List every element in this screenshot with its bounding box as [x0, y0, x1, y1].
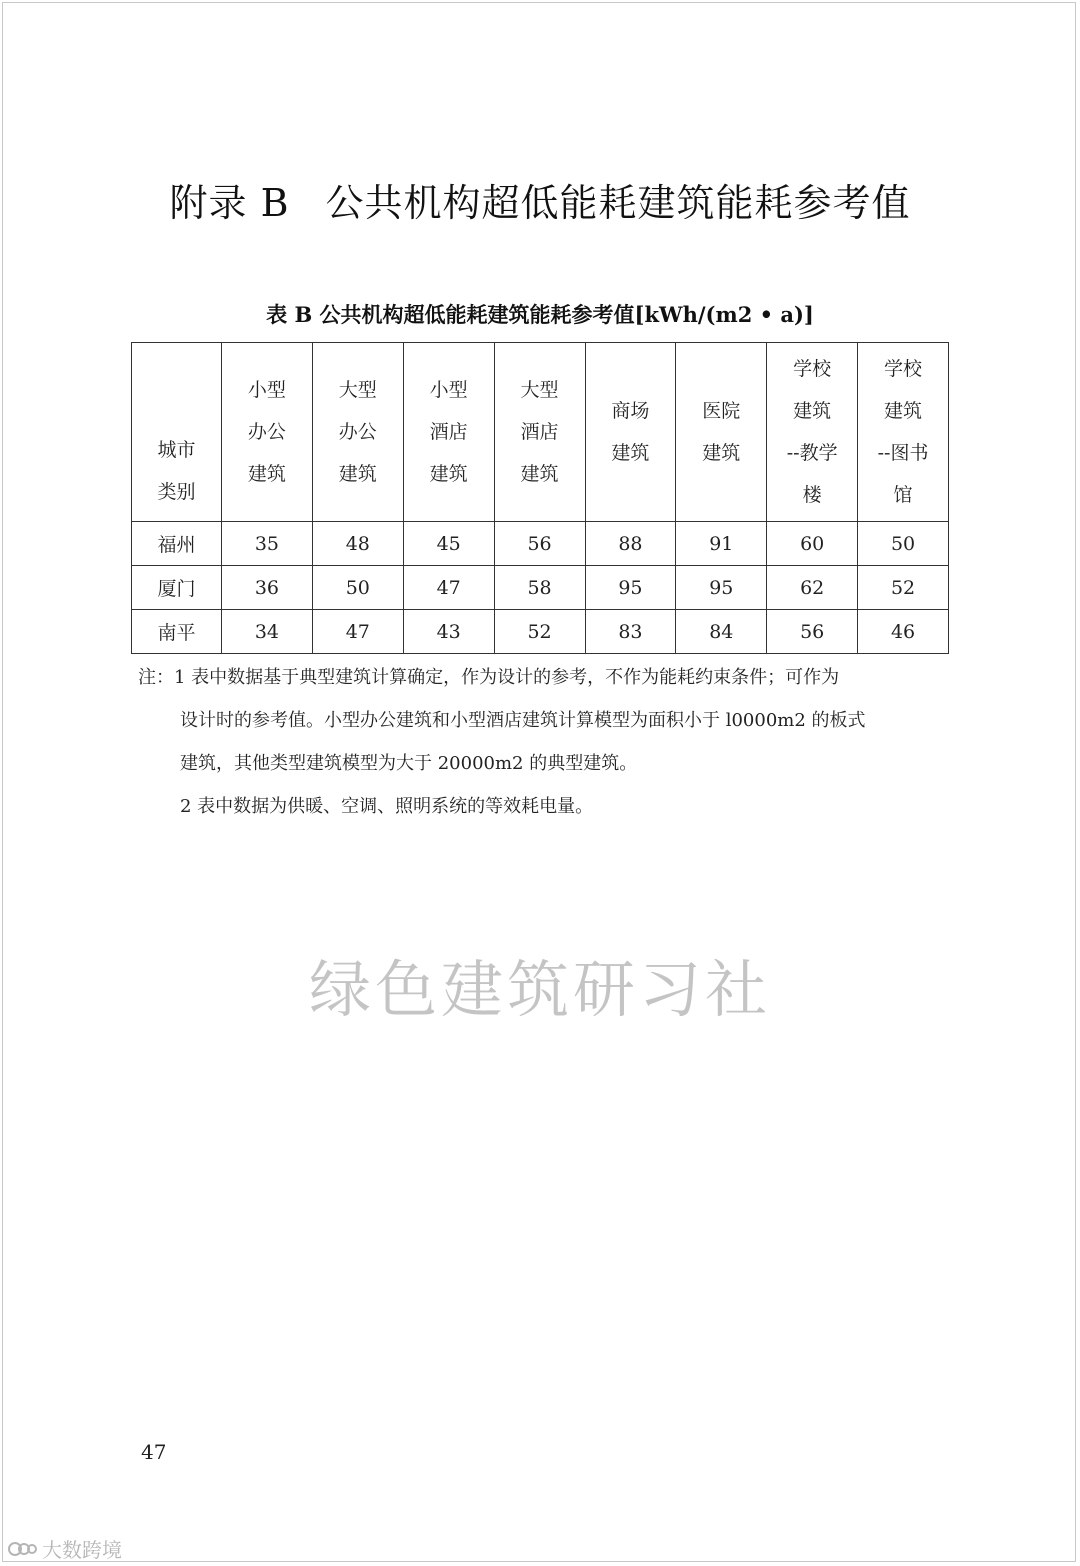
- value-cell: 58: [494, 566, 585, 610]
- city-cell: 南平: [132, 610, 222, 654]
- col-header-school-teaching: [767, 343, 858, 522]
- value-cell: 36: [222, 566, 313, 610]
- header-line: 办公: [338, 421, 377, 443]
- note-line-3: 建筑，其他类型建筑模型为大于 20000m2 的典型建筑。: [180, 753, 638, 774]
- header-line: 酒店: [429, 421, 468, 443]
- page-number: 47: [141, 1440, 167, 1464]
- table-caption: 表 B 公共机构超低能耗建筑能耗参考值[kWh/(m2 • a)]: [266, 302, 814, 327]
- value-cell: 43: [403, 610, 494, 654]
- table-row: [132, 566, 949, 610]
- header-line: 楼: [802, 484, 822, 506]
- col-header-school-library: [858, 343, 949, 522]
- header-line: 商场: [611, 400, 650, 422]
- value-cell: 45: [403, 522, 494, 566]
- value-cell: 50: [312, 566, 403, 610]
- city-cell: 厦门: [132, 566, 222, 610]
- value-cell: 35: [222, 522, 313, 566]
- col-header-small-office: [222, 343, 313, 522]
- header-line: 馆: [893, 484, 913, 506]
- value-cell: 88: [585, 522, 676, 566]
- col-header-large-hotel: [494, 343, 585, 522]
- value-cell: 62: [767, 566, 858, 610]
- header-line: 建筑: [520, 463, 559, 485]
- header-line: 学校: [793, 358, 832, 380]
- header-line: 建筑: [884, 400, 923, 422]
- value-cell: 95: [585, 566, 676, 610]
- energy-reference-table: [131, 342, 949, 654]
- value-cell: 52: [858, 566, 949, 610]
- note-line-2: 设计时的参考值。小型办公建筑和小型酒店建筑计算模型为面积小于 l0000m2 的板式: [180, 710, 866, 731]
- col-header-hospital: [676, 343, 767, 522]
- value-cell: 91: [676, 522, 767, 566]
- city-cell: 福州: [132, 522, 222, 566]
- header-line: 办公: [247, 421, 286, 443]
- header-line: --图书: [877, 442, 929, 464]
- header-line: 类别: [157, 481, 196, 503]
- value-cell: 47: [312, 610, 403, 654]
- note-line-1: 注：1 表中数据基于典型建筑计算确定，作为设计的参考，不作为能耗约束条件；可作为: [138, 667, 840, 688]
- col-header-mall: [585, 343, 676, 522]
- header-line: 建筑: [247, 463, 286, 485]
- value-cell: 52: [494, 610, 585, 654]
- value-cell: 83: [585, 610, 676, 654]
- header-line: 城市: [157, 439, 196, 461]
- col-header-small-hotel: [403, 343, 494, 522]
- header-line: 大型: [338, 379, 377, 401]
- value-cell: 47: [403, 566, 494, 610]
- value-cell: 95: [676, 566, 767, 610]
- header-line: 学校: [884, 358, 923, 380]
- header-line: 大型: [520, 379, 559, 401]
- header-line: 建筑: [702, 442, 741, 464]
- value-cell: 56: [767, 610, 858, 654]
- table-row: [132, 522, 949, 566]
- value-cell: 56: [494, 522, 585, 566]
- value-cell: 60: [767, 522, 858, 566]
- logo-mark-icon: [8, 1538, 38, 1560]
- header-line: 建筑: [611, 442, 650, 464]
- header-line: 小型: [429, 379, 468, 401]
- header-line: --教学: [786, 442, 838, 464]
- header-line: 建筑: [429, 463, 468, 485]
- header-line: 建筑: [793, 400, 832, 422]
- table-row: [132, 610, 949, 654]
- value-cell: 84: [676, 610, 767, 654]
- header-line: 医院: [702, 400, 741, 422]
- value-cell: 50: [858, 522, 949, 566]
- note-line-4: 2 表中数据为供暖、空调、照明系统的等效耗电量。: [180, 796, 594, 817]
- logo-text: 大数跨境: [42, 1538, 122, 1562]
- value-cell: 48: [312, 522, 403, 566]
- table-notes: [138, 656, 948, 828]
- table-header-row: [132, 343, 949, 522]
- appendix-label: 附录 B: [169, 181, 290, 225]
- header-line: 建筑: [338, 463, 377, 485]
- document-title: [0, 172, 1080, 227]
- city-category-header: [132, 343, 222, 522]
- value-cell: 46: [858, 610, 949, 654]
- col-header-large-office: [312, 343, 403, 522]
- header-line: 酒店: [520, 421, 559, 443]
- watermark: 绿色建筑研习社: [308, 953, 771, 1026]
- source-logo: [8, 1534, 122, 1563]
- header-line: 小型: [247, 379, 286, 401]
- value-cell: 34: [222, 610, 313, 654]
- title-text: 公共机构超低能耗建筑能耗参考值: [325, 181, 911, 225]
